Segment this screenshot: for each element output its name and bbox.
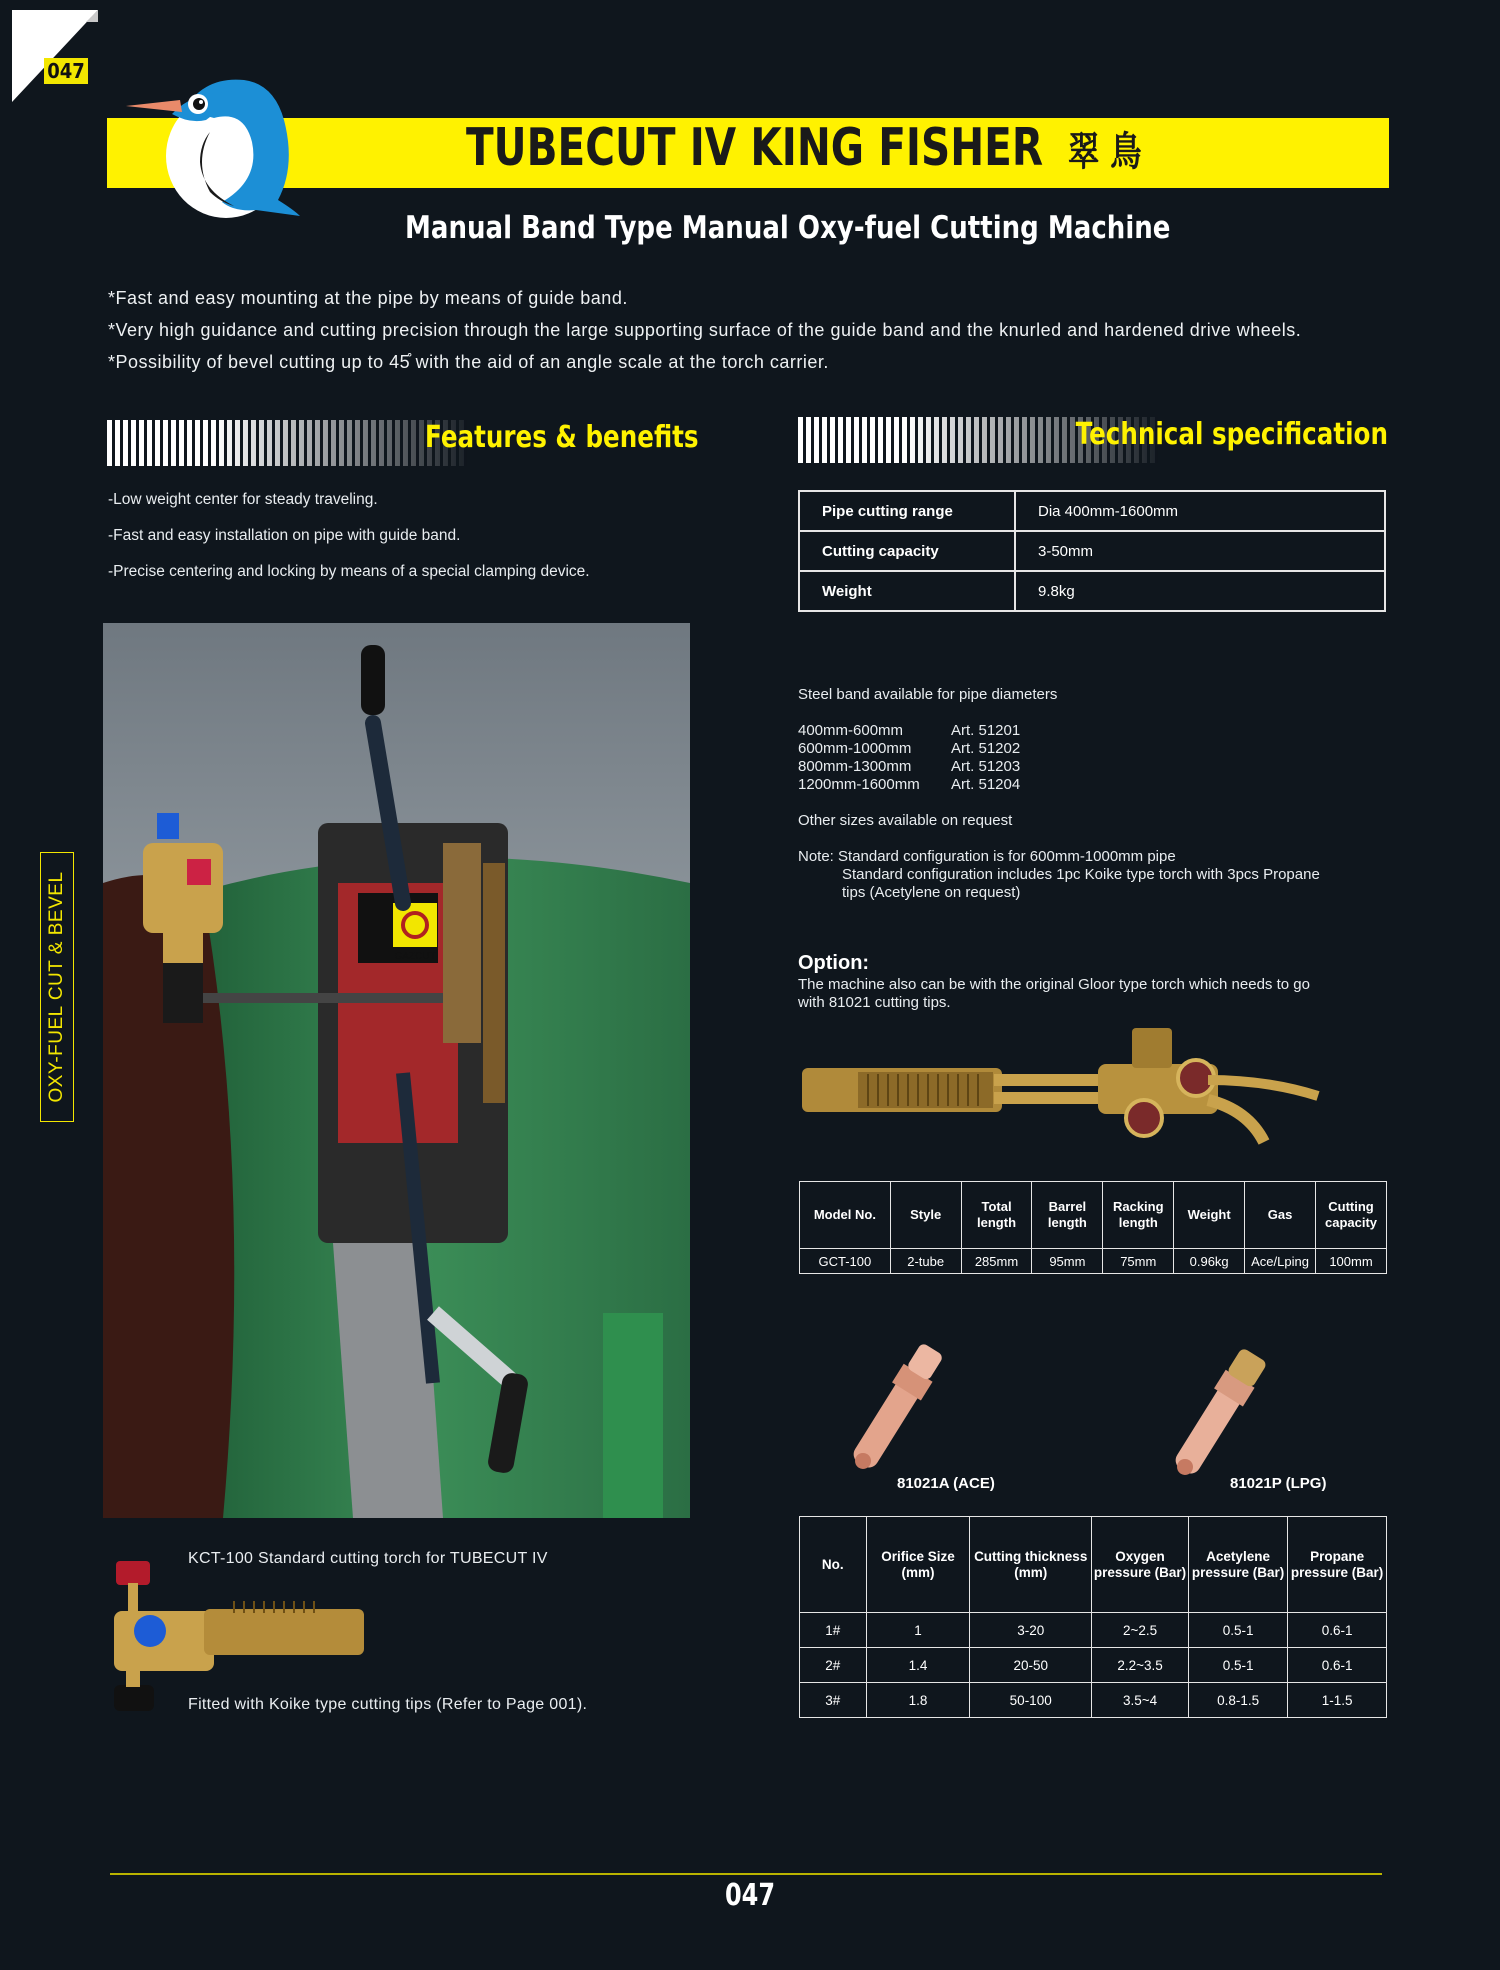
table-row	[799, 571, 1385, 611]
table-cell: 20-50	[970, 1648, 1092, 1683]
table-cell: 0.5-1	[1189, 1648, 1288, 1683]
column-header: Cutting capacity	[1316, 1182, 1387, 1249]
column-header: Racking length	[1103, 1182, 1174, 1249]
table-row	[800, 1683, 1387, 1718]
table-cell: 100mm	[1316, 1249, 1387, 1274]
table-row	[800, 1648, 1387, 1683]
column-header: Style	[890, 1182, 961, 1249]
tip-ace-label: 81021A (ACE)	[897, 1475, 995, 1492]
band-range: 400mm-600mm	[798, 722, 904, 739]
column-header: Barrel length	[1032, 1182, 1103, 1249]
column-header: No.	[800, 1517, 867, 1613]
table-cell: 2.2~3.5	[1092, 1648, 1189, 1683]
tip-lpg-image	[1140, 1336, 1300, 1486]
table-cell: 95mm	[1032, 1249, 1103, 1274]
column-header: Weight	[1174, 1182, 1245, 1249]
table-cell: 285mm	[961, 1249, 1032, 1274]
kct-tips-caption: Fitted with Koike type cutting tips (Refer to Page 001).	[188, 1696, 588, 1713]
band-range: 1200mm-1600mm	[798, 776, 920, 793]
machine-photo	[103, 623, 690, 1518]
band-art: Art. 51201	[951, 722, 1021, 739]
option-heading: Option:	[798, 952, 870, 974]
table-cell: 0.6-1	[1288, 1648, 1387, 1683]
table-cell: 0.6-1	[1288, 1613, 1387, 1648]
footer-divider	[110, 1873, 1382, 1875]
table-header-row	[800, 1182, 1387, 1249]
band-art: Art. 51202	[951, 740, 1021, 757]
band-art: Art. 51204	[951, 776, 1021, 793]
features-list	[108, 482, 590, 590]
table-cell: 1.4	[866, 1648, 970, 1683]
page-corner-tag	[12, 10, 100, 102]
table-cell: 1	[866, 1613, 970, 1648]
option-line: with 81021 cutting tips.	[798, 994, 951, 1011]
option-text	[798, 976, 1398, 1012]
table-cell: 75mm	[1103, 1249, 1174, 1274]
side-category-label	[40, 852, 74, 1122]
column-header: Orifice Size (mm)	[866, 1517, 970, 1613]
table-cell: 1.8	[866, 1683, 970, 1718]
kingfisher-logo-icon	[124, 70, 304, 218]
orifice-table	[799, 1516, 1387, 1718]
band-row	[798, 776, 1398, 794]
title-text: TUBECUT IV KING FISHER	[466, 118, 1044, 178]
spec-table	[798, 490, 1386, 612]
column-header: Oxygen pressure (Bar)	[1092, 1517, 1189, 1613]
band-art: Art. 51203	[951, 758, 1021, 775]
spec-section-bar	[798, 417, 1388, 463]
column-header: Propane pressure (Bar)	[1288, 1517, 1387, 1613]
feature-item: -Fast and easy installation on pipe with guide band.	[108, 527, 461, 544]
band-range: 800mm-1300mm	[798, 758, 912, 775]
spec-value: 3-50mm	[1015, 531, 1385, 571]
table-cell: Ace/Lping	[1245, 1249, 1316, 1274]
band-heading: Steel band available for pipe diameters	[798, 686, 1058, 703]
side-label-text: OXY-FUEL CUT & BEVEL	[46, 871, 67, 1103]
column-header: Gas	[1245, 1182, 1316, 1249]
table-header-row	[800, 1517, 1387, 1613]
band-note: tips (Acetylene on request)	[842, 884, 1021, 901]
table-row	[799, 531, 1385, 571]
band-row	[798, 740, 1398, 758]
spec-label: Weight	[799, 571, 1015, 611]
band-range: 600mm-1000mm	[798, 740, 912, 757]
table-cell: 1-1.5	[1288, 1683, 1387, 1718]
table-row	[800, 1613, 1387, 1648]
band-other: Other sizes available on request	[798, 812, 1013, 829]
table-cell: 2~2.5	[1092, 1613, 1189, 1648]
table-cell: 0.96kg	[1174, 1249, 1245, 1274]
spec-value: 9.8kg	[1015, 571, 1385, 611]
intro-line: *Very high guidance and cutting precision through the large supporting surface of the guide band and the knurled and hardened drive wheels.	[108, 320, 1302, 340]
band-note: Note: Standard configuration is for 600mm-1000mm pipe	[798, 848, 1176, 865]
model-table	[799, 1181, 1387, 1274]
table-cell: 1#	[800, 1613, 867, 1648]
table-row	[799, 491, 1385, 531]
intro-bullets	[108, 282, 1408, 378]
gloor-torch-image	[798, 1020, 1334, 1170]
table-cell: 3-20	[970, 1613, 1092, 1648]
intro-line: *Possibility of bevel cutting up to 45̊ with the aid of an angle scale at the torch carrier.	[108, 352, 829, 372]
tip-ace-image	[818, 1330, 978, 1480]
band-row	[798, 758, 1398, 776]
table-cell: 2-tube	[890, 1249, 961, 1274]
kct-caption: KCT-100 Standard cutting torch for TUBECUT IV	[188, 1550, 548, 1567]
spec-heading: Technical specification	[1075, 417, 1388, 452]
table-cell: 2#	[800, 1648, 867, 1683]
page-subtitle: Manual Band Type Manual Oxy-fuel Cutting Machine	[405, 210, 1171, 246]
feature-item: -Precise centering and locking by means of a special clamping device.	[108, 563, 590, 580]
column-header: Model No.	[800, 1182, 891, 1249]
corner-page-number: 047	[44, 58, 88, 84]
features-heading: Features & benefits	[425, 420, 699, 455]
tip-lpg-label: 81021P (LPG)	[1230, 1475, 1327, 1492]
title-cjk: 翠 鳥	[1068, 129, 1142, 175]
band-note: Standard configuration includes 1pc Koike type torch with 3pcs Propane	[842, 866, 1320, 883]
column-header: Total length	[961, 1182, 1032, 1249]
column-header: Cutting thickness (mm)	[970, 1517, 1092, 1613]
table-cell: GCT-100	[800, 1249, 891, 1274]
table-cell: 3.5~4	[1092, 1683, 1189, 1718]
spec-label: Pipe cutting range	[799, 491, 1015, 531]
spec-value: Dia 400mm-1600mm	[1015, 491, 1385, 531]
table-row	[800, 1249, 1387, 1274]
kct-torch-image	[104, 1555, 374, 1715]
band-row	[798, 722, 1398, 740]
band-info	[798, 686, 1398, 902]
page-title	[466, 118, 1141, 188]
option-line: The machine also can be with the original Gloor type torch which needs to go	[798, 976, 1310, 993]
column-header: Acetylene pressure (Bar)	[1189, 1517, 1288, 1613]
page-number: 047	[724, 1878, 776, 1913]
intro-line: *Fast and easy mounting at the pipe by means of guide band.	[108, 288, 628, 308]
table-cell: 0.8-1.5	[1189, 1683, 1288, 1718]
features-section-bar	[107, 420, 699, 466]
spec-label: Cutting capacity	[799, 531, 1015, 571]
table-cell: 3#	[800, 1683, 867, 1718]
table-cell: 0.5-1	[1189, 1613, 1288, 1648]
gazcut-logo-text: GAZCUT	[394, 951, 436, 962]
feature-item: -Low weight center for steady traveling.	[108, 491, 378, 508]
table-cell: 50-100	[970, 1683, 1092, 1718]
